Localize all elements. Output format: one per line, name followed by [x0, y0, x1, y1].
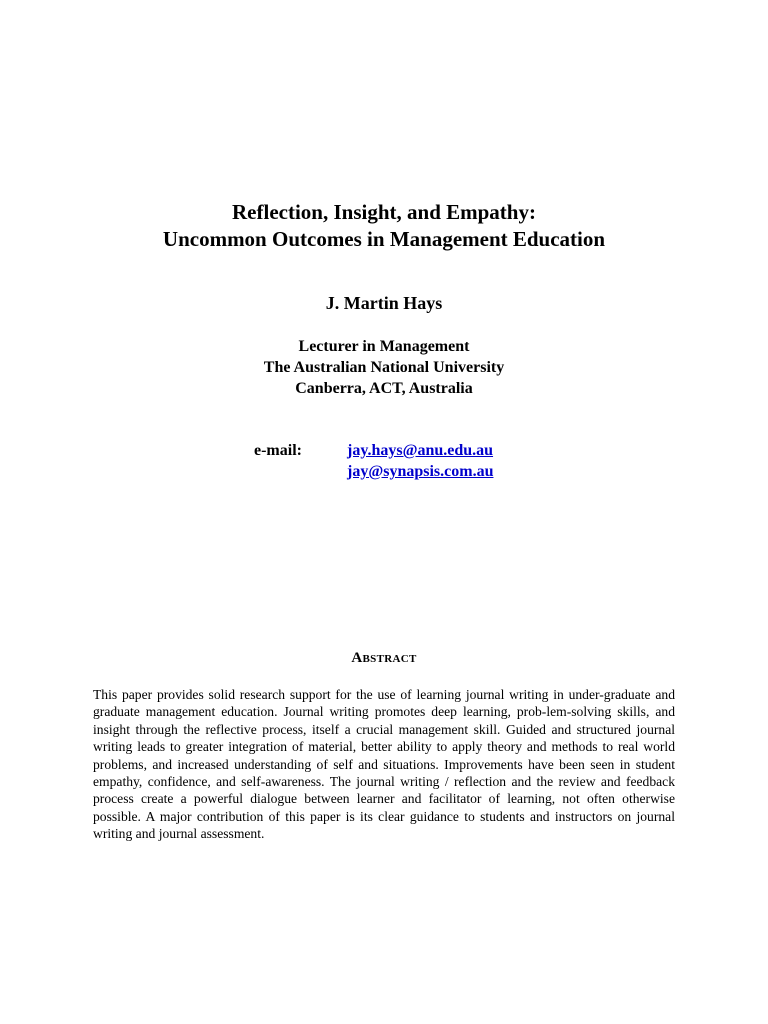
email-link-anu[interactable]: jay.hays@anu.edu.au: [347, 442, 494, 459]
email-label: e-mail:: [254, 442, 302, 459]
author-name: J. Martin Hays: [325, 293, 443, 313]
abstract-body: This paper provides solid research support for the use of learning journal writing in under-graduate and graduate management education. Journal writing promotes deep learning, prob-lem-solving skills, and insight through the reflective process, itself a crucial management skill. Guided and structured journal writing leads to greater integration of material, better ability to apply theory and methods to real world problems, and increased understanding of self and situations. Improvements have been seen in student empathy, confidence, and self-awareness. The journal writing / reflection and the review and feedback process create a powerful dialogue between learner and facilitator of learning, not often otherwise possible. A major contribution of this paper is its clear guidance to students and instructors on journal writing and journal assessment.: [93, 687, 675, 842]
email-link-synapsis[interactable]: jay@synapsis.com.au: [347, 463, 494, 480]
author-institution: The Australian National University: [263, 359, 505, 376]
abstract-heading: Abstract: [351, 650, 417, 666]
paper-title-line-2: Uncommon Outcomes in Management Education: [162, 227, 606, 251]
paper-title-line-1: Reflection, Insight, and Empathy:: [232, 200, 536, 224]
author-position: Lecturer in Management: [298, 338, 470, 355]
author-location: Canberra, ACT, Australia: [295, 380, 473, 397]
